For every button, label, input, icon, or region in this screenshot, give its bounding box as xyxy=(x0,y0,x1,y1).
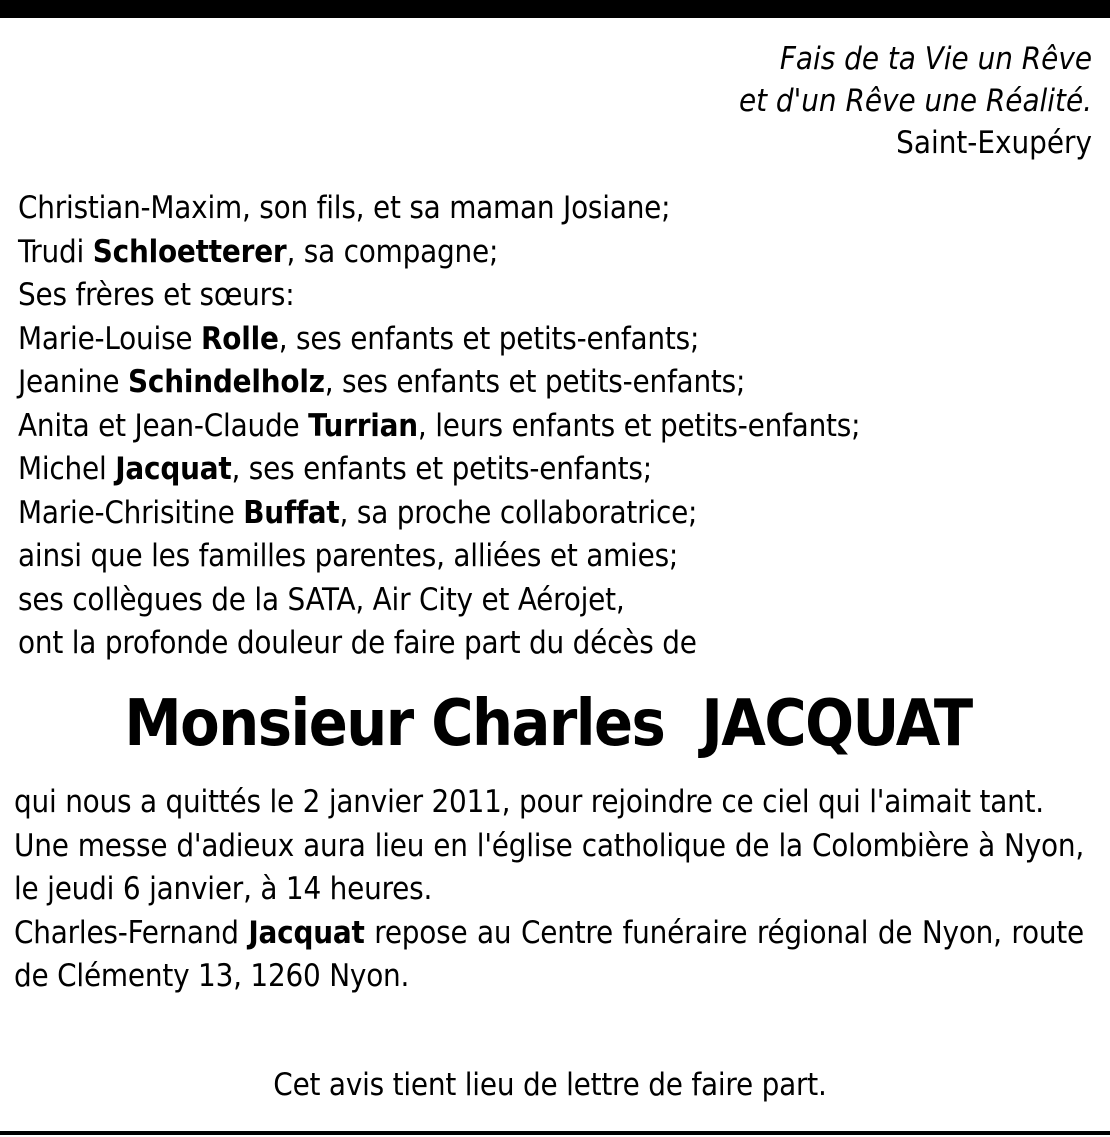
mourner-text: ont la profonde douleur de faire part du décès de xyxy=(18,625,697,661)
mourner-text: Trudi xyxy=(18,233,93,270)
mourner-text: Jeanine xyxy=(18,364,129,400)
mourner-text: ainsi que les familles parentes, alliées et amies; xyxy=(18,538,679,574)
repose-surname: Jacquat xyxy=(248,914,365,951)
mourner-row xyxy=(18,405,860,449)
mourner-text: Ses frères et sœurs: xyxy=(18,277,295,313)
quote-line-1: Fais de ta Vie un Rêve xyxy=(779,41,1092,77)
mourner-surname: Schloetterer xyxy=(92,233,287,270)
mourner-text: Christian-Maxim, son fils, et sa maman Josiane; xyxy=(18,190,671,226)
mourner-row xyxy=(18,318,860,362)
mourner-text: Marie-Louise xyxy=(18,320,202,357)
mass-paragraph: Une messe d'adieux aura lieu en l'église catholique de la Colombière à Nyon, le jeudi 6 janvier, à 14 heures. xyxy=(14,827,1084,907)
deceased-name-heading: Monsieur Charles JACQUAT xyxy=(124,687,972,761)
quote-line-2: et d'un Rêve une Réalité. xyxy=(738,83,1092,119)
mourner-surname: Jacquat xyxy=(115,451,232,487)
repose-paragraph xyxy=(14,912,1084,999)
mourner-row xyxy=(18,231,860,275)
top-border-rule xyxy=(0,0,1110,18)
bottom-border-rule xyxy=(0,1131,1110,1135)
mourner-surname: Rolle xyxy=(201,320,279,357)
quote-author: Saint-Exupéry xyxy=(896,125,1092,161)
repose-text: repose au Centre funéraire régional de Nyon, route de Clémenty 13, 1260 Nyon. xyxy=(14,914,1084,994)
mourner-row xyxy=(18,361,860,405)
mourner-row xyxy=(18,187,860,231)
mourner-text: , ses enfants et petits-enfants; xyxy=(231,451,652,487)
mourner-text: Anita et Jean-Claude xyxy=(18,407,309,444)
mourners-list xyxy=(18,187,860,666)
mourner-row xyxy=(18,579,860,623)
closing-notice: Cet avis tient lieu de lettre de faire part. xyxy=(273,1067,827,1103)
mourner-text: , sa compagne; xyxy=(286,233,499,270)
mourner-row xyxy=(18,622,860,666)
mourner-surname: Buffat xyxy=(243,494,340,531)
mourner-row xyxy=(18,492,860,536)
passing-paragraph: qui nous a quittés le 2 janvier 2011, pour rejoindre ce ciel qui l'aimait tant. xyxy=(14,784,1044,820)
epigraph-quote xyxy=(739,38,1092,164)
mourner-row xyxy=(18,535,860,579)
mourner-row xyxy=(18,274,860,318)
mourner-text: , sa proche collaboratrice; xyxy=(339,494,698,531)
service-details xyxy=(14,781,1084,999)
mourner-text: Marie-Chrisitine xyxy=(18,494,244,531)
mourner-text: Michel xyxy=(18,451,116,487)
mourner-text: ses collègues de la SATA, Air City et Aérojet, xyxy=(18,581,625,618)
repose-text: Charles-Fernand xyxy=(14,914,249,951)
mourner-text: , ses enfants et petits-enfants; xyxy=(324,364,746,400)
mourner-surname: Schindelholz xyxy=(128,364,325,400)
mourner-text: , ses enfants et petits-enfants; xyxy=(278,320,700,357)
mourner-surname: Turrian xyxy=(308,407,418,444)
mourner-text: , leurs enfants et petits-enfants; xyxy=(417,407,861,444)
mourner-row xyxy=(18,448,860,492)
